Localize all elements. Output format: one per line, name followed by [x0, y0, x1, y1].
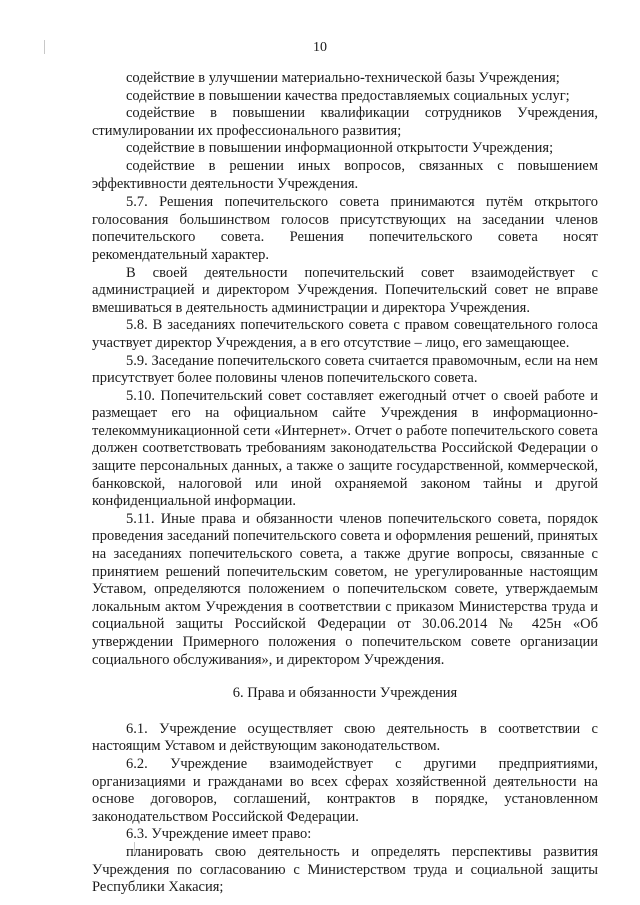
paragraph: планировать свою деятельность и определять перспективы развития Учреждения по согласованию с Министерством труда и социальной защиты Республики Хакасия; — [92, 843, 598, 896]
paragraph: содействие в повышении квалификации сотрудников Учреждения, стимулировании их профессионального развития; — [92, 105, 598, 139]
paragraph: 5.11. Иные права и обязанности членов попечительского совета, порядок проведения заседаний попечительского совета и оформления решений, принятых на заседаниях попечительского совета, а также другие вопросы, связанные с принятием решений попечительским советом, не урегулированные настоящим Уставом, определяются положением о попечительском совете, утверждаемым локальным актом Учреждения в соответствии с приказом Министерства труда и социальной защиты Российской Федерации от 30.06.2014 № 425н «Об утверждении Примерного положения о попечительском совете организации социального обслуживания», и директором Учреждения. — [92, 510, 598, 668]
paragraph: содействие в решении иных вопросов, связанных с повышением эффективности деятельности Учреждения. — [92, 157, 598, 192]
page-number: 10 — [313, 40, 327, 55]
paragraph: 5.10. Попечительский совет составляет ежегодный отчет о своей работе и размещает его на официальном сайте Учреждения в информационно-телекоммуникационной сети «Интернет». Отчет о работе попечительского совета должен соответствовать требованиям законодательства Российской Федерации о защите персональных данных, а также о защите государственной, коммерческой, банковской, налоговой или иной охраняемой законом тайны и другой конфиденциальной информации. — [92, 387, 598, 510]
paragraph: 6.3. Учреждение имеет право: — [126, 826, 312, 843]
section-heading: 6. Права и обязанности Учреждения — [232, 685, 458, 702]
paragraph: В своей деятельности попечительский совет взаимодействует с администрацией и директором Учреждения. Попечительский совет не вправе вмешиваться в деятельность администрации и директора Учреждения. — [92, 264, 598, 316]
document-body — [92, 70, 598, 897]
paragraph: 5.8. В заседаниях попечительского совета с правом совещательного голоса участвует директор Учреждения, а в его отсутствие – лицо, его замещающее. — [92, 317, 598, 351]
paragraph: содействие в повышении качества предоставляемых социальных услуг; — [126, 87, 570, 104]
paragraph: 5.9. Заседание попечительского совета считается правомочным, если на нем присутствует более половины членов попечительского совета. — [92, 352, 598, 387]
paragraph: содействие в повышении информационной открытости Учреждения; — [126, 140, 554, 157]
paragraph: 6.1. Учреждение осуществляет свою деятельность в соответствии с настоящим Уставом и действующим законодательством. — [92, 720, 598, 755]
paragraph: 5.7. Решения попечительского совета принимаются путём открытого голосования большинством голосов присутствующих на заседании членов попечительского совета. Решения попечительского совета носят рекомендательный характер. — [92, 194, 598, 263]
paragraph: содействие в улучшении материально-технической базы Учреждения; — [126, 70, 560, 86]
paragraph: 6.2. Учреждение взаимодействует с другими предприятиями, организациями и гражданами во всех сферах хозяйственной деятельности на основе договоров, соглашений, контрактов в порядке, установленном законодательством Российской Федерации. — [92, 755, 598, 825]
